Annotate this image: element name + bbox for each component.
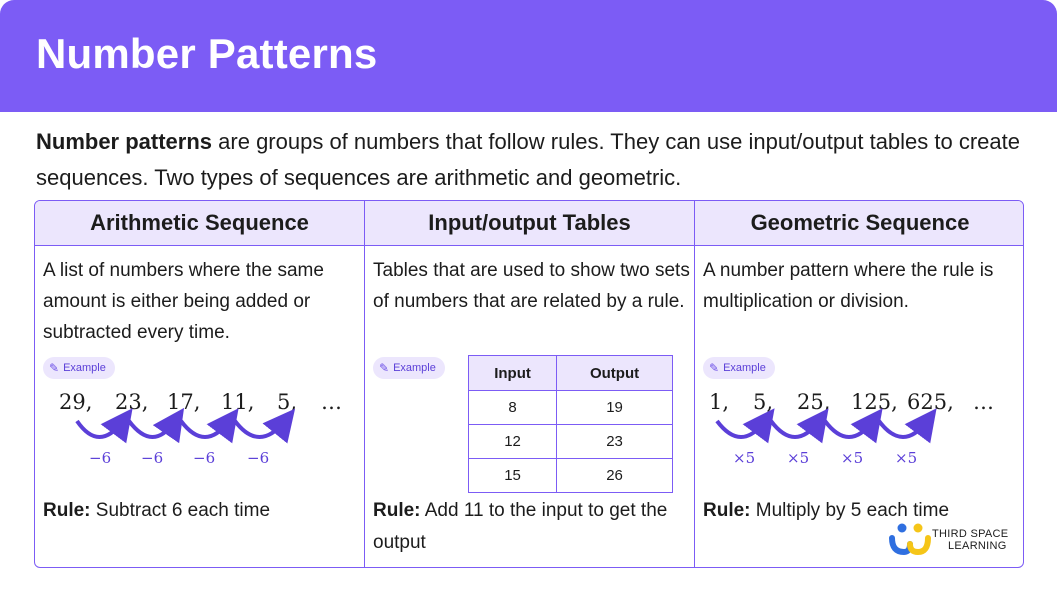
- table-header-input: Input: [469, 356, 557, 391]
- column-title: Geometric Sequence: [695, 201, 1024, 246]
- example-badge: [373, 357, 445, 379]
- page-title: Number Patterns: [36, 30, 378, 77]
- table-cell: 19: [557, 391, 673, 425]
- header-banner: [0, 0, 1057, 112]
- rule-label: Rule:: [703, 500, 751, 521]
- rule-body: Add 11 to the input to get the output: [373, 500, 668, 553]
- sequence-term: 625,: [907, 390, 954, 414]
- column-description: A list of numbers where the same amount is either being added or subtracted every time.: [43, 260, 324, 343]
- pencil-icon: ✎: [379, 361, 390, 375]
- third-space-learning-logo: [888, 522, 1028, 556]
- rule-text: [373, 495, 691, 559]
- table-cell: 12: [469, 425, 557, 459]
- step-label: −6: [89, 449, 112, 467]
- logo-text: [932, 528, 1008, 552]
- sequence-term: 125,: [851, 390, 898, 414]
- step-label: −6: [193, 449, 216, 467]
- table-cell: 15: [469, 459, 557, 493]
- example-badge-label: Example: [63, 362, 106, 374]
- column-arithmetic: [35, 201, 365, 567]
- sequence-term: 1,: [709, 390, 730, 414]
- sequence-term: …: [973, 390, 994, 414]
- curved-arrow-icon: [879, 421, 927, 437]
- curved-arrow-icon: [77, 421, 123, 437]
- sequence-term: 5,: [277, 390, 298, 414]
- sequence-term: 11,: [221, 390, 255, 414]
- curved-arrow-icon: [235, 421, 285, 437]
- sequence-term: 5,: [753, 390, 774, 414]
- example-badge-label: Example: [393, 362, 436, 374]
- step-label: ×5: [841, 449, 864, 467]
- rule-body: Multiply by 5 each time: [750, 500, 950, 521]
- sequence-term: …: [321, 390, 342, 414]
- step-label: −6: [247, 449, 270, 467]
- column-title: Arithmetic Sequence: [35, 201, 364, 246]
- column-description: Tables that are used to show two sets of numbers that are related by a rule.: [373, 260, 690, 312]
- intro-paragraph: [36, 124, 1026, 196]
- pencil-icon: ✎: [49, 361, 60, 375]
- column-geometric: [695, 201, 1024, 567]
- sequence-term: 29,: [59, 390, 93, 414]
- table-cell: 23: [557, 425, 673, 459]
- logo-line: LEARNING: [948, 540, 1007, 552]
- column-title: Input/output Tables: [365, 201, 694, 246]
- table-row: [469, 425, 673, 459]
- rule-label: Rule:: [43, 500, 91, 521]
- column-input-output: [365, 201, 695, 567]
- input-output-table: [468, 355, 673, 493]
- table-row: [469, 391, 673, 425]
- sequence-term: 17,: [167, 390, 201, 414]
- geometric-sequence-diagram: [695, 381, 1024, 471]
- logo-mark-icon: [888, 522, 932, 556]
- example-badge: [703, 357, 775, 379]
- example-badge-label: Example: [723, 362, 766, 374]
- sequence-term: 23,: [115, 390, 149, 414]
- table-cell: 8: [469, 391, 557, 425]
- intro-bold-term: Number patterns: [36, 129, 213, 154]
- pencil-icon: ✎: [709, 361, 720, 375]
- rule-label: Rule:: [373, 500, 421, 521]
- table-row: [469, 459, 673, 493]
- example-badge: [43, 357, 115, 379]
- intro-text: are groups of numbers that follow rules. They can use input/output tables to create sequences. Two types of sequences are arithmetic and geometric.: [36, 129, 1020, 190]
- curved-arrow-icon: [771, 421, 819, 437]
- table-header-output: Output: [557, 356, 673, 391]
- step-label: ×5: [895, 449, 918, 467]
- step-label: ×5: [787, 449, 810, 467]
- curved-arrow-icon: [181, 421, 229, 437]
- arithmetic-sequence-diagram: [35, 381, 365, 471]
- column-description: A number pattern where the rule is multiplication or division.: [703, 260, 994, 312]
- rule-text: [43, 495, 361, 527]
- curved-arrow-icon: [129, 421, 175, 437]
- comparison-grid: [34, 200, 1024, 568]
- logo-line: THIRD SPACE: [932, 528, 1009, 540]
- curved-arrow-icon: [825, 421, 873, 437]
- rule-body: Subtract 6 each time: [90, 500, 271, 521]
- table-cell: 26: [557, 459, 673, 493]
- curved-arrow-icon: [717, 421, 765, 437]
- step-label: ×5: [733, 449, 756, 467]
- step-label: −6: [141, 449, 164, 467]
- sequence-term: 25,: [797, 390, 831, 414]
